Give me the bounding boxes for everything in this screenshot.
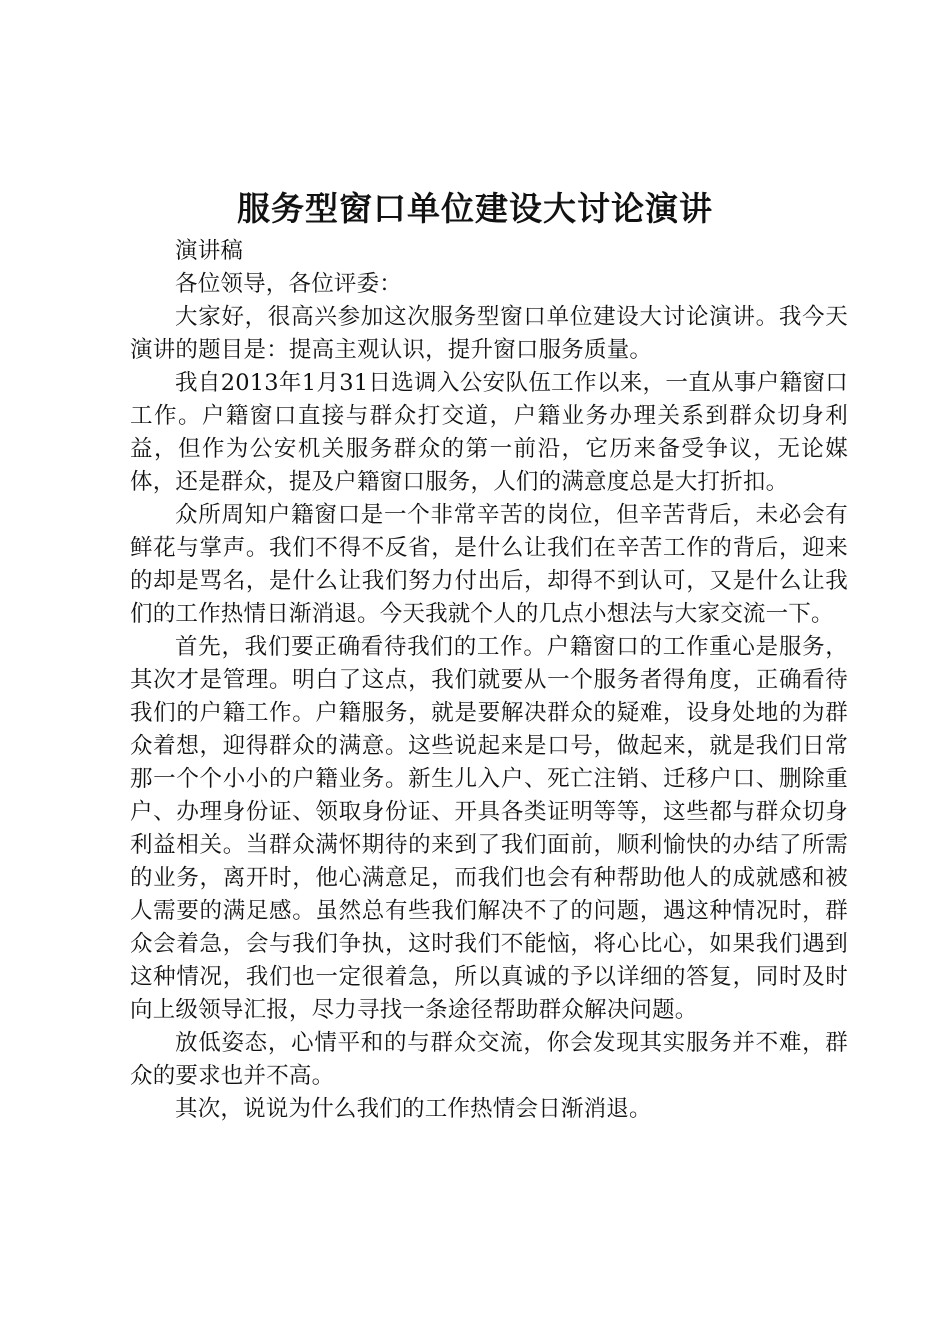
paragraph: 放低姿态，心情平和的与群众交流，你会发现其实服务并不难，群众的要求也并不高。 [130,1030,848,1089]
paragraph: 大家好，很高兴参加这次服务型窗口单位建设大讨论演讲。我今天演讲的题目是：提高主观认识，提升窗口服务质量。 [130,304,848,363]
paragraph: 众所周知户籍窗口是一个非常辛苦的岗位，但辛苦背后，未必会有鲜花与掌声。我们不得不反省，是什么让我们在辛苦工作的背后，迎来的却是骂名，是什么让我们努力付出后，却得不到认可，又是什么让我们的工作热情日渐消退。今天我就个人的几点小想法与大家交流一下。 [130,502,848,627]
document-title: 服务型窗口单位建设大讨论演讲 [237,189,713,228]
paragraph: 其次，说说为什么我们的工作热情会日渐消退。 [175,1096,652,1122]
paragraph: 演讲稿 [175,238,244,264]
document-body [130,235,848,1126]
paragraph: 我自2013年1月31日选调入公安队伍工作以来，一直从事户籍窗口工作。户籍窗口直接与群众打交道，户籍业务办理关系到群众切身利益，但作为公安机关服务群众的第一前沿，它历来备受争议，无论媒体，还是群众，提及户籍窗口服务，人们的满意度总是大打折扣。 [130,370,848,495]
paragraph: 首先，我们要正确看待我们的工作。户籍窗口的工作重心是服务，其次才是管理。明白了这点，我们就要从一个服务者得角度，正确看待我们的户籍工作。户籍服务，就是要解决群众的疑难，设身处地的为群众着想，迎得群众的满意。这些说起来是口号，做起来，就是我们日常那一个个小小的户籍业务。新生儿入户、死亡注销、迁移户口、删除重户、办理身份证、领取身份证、开具各类证明等等，这些都与群众切身利益相关。当群众满怀期待的来到了我们面前，顺利愉快的办结了所需的业务，离开时，他心满意足，而我们也会有种帮助他人的成就感和被人需要的满足感。虽然总有些我们解决不了的问题，遇这种情况时，群众会着急，会与我们争执，这时我们不能恼，将心比心，如果我们遇到这种情况，我们也一定很着急，所以真诚的予以详细的答复，同时及时向上级领导汇报，尽力寻找一条途径帮助群众解决问题。 [130,634,848,1023]
paragraph: 各位领导，各位评委： [175,271,403,297]
